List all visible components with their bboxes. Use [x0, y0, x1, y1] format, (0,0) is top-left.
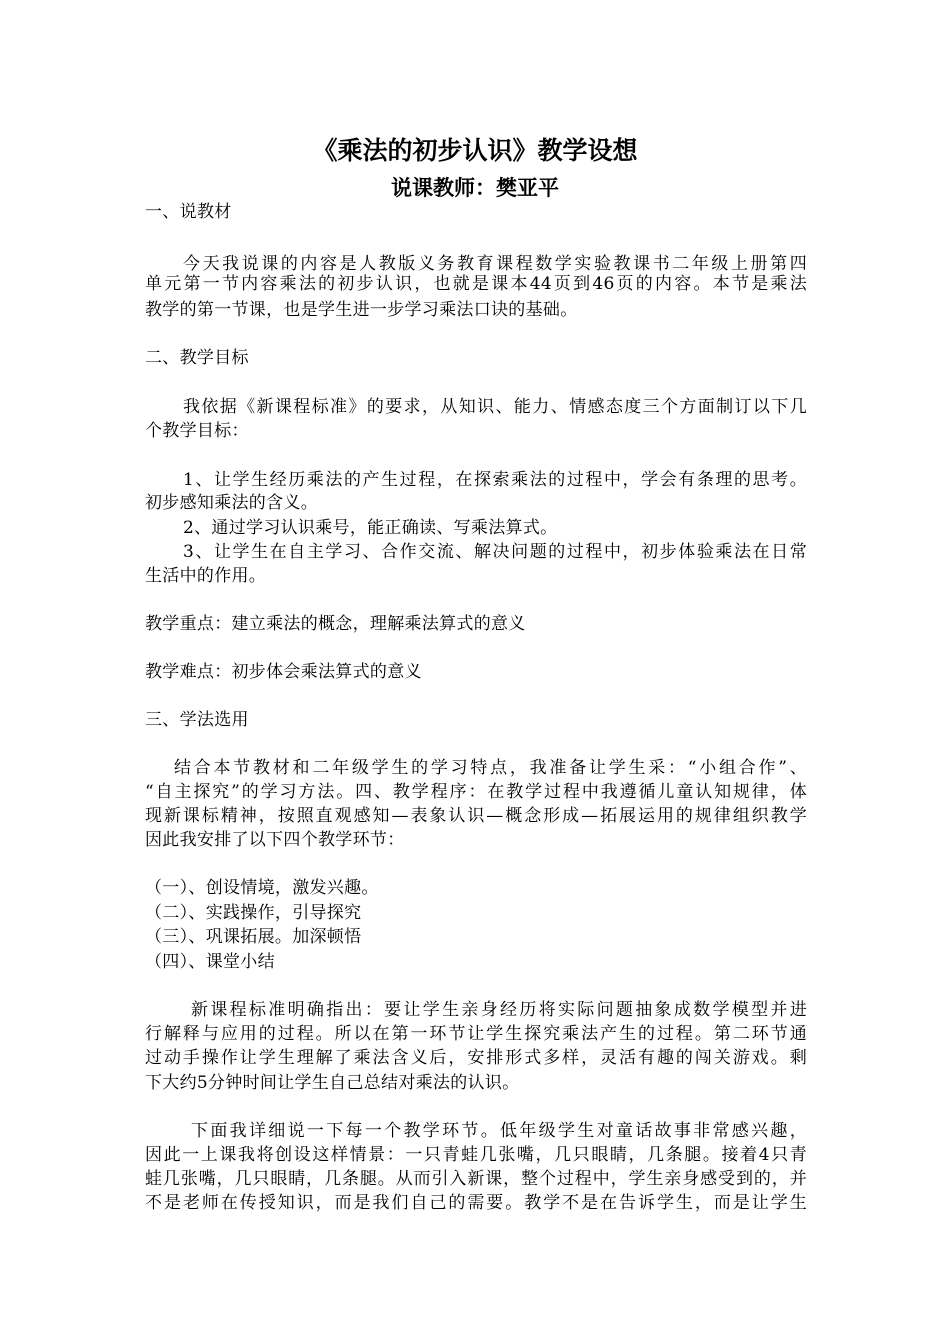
paragraph-line: 教学的第一节课，也是学生进一步学习乘法口诀的基础。	[145, 300, 578, 320]
paragraph-line: 因此一上课我将创设这样情景：一只青蛙几张嘴，几只眼睛，几条腿。接着4只青	[145, 1145, 807, 1165]
step-item: （四）、课堂小结	[145, 952, 275, 972]
goal-line: 3、让学生在自主学习、合作交流、解决问题的过程中，初步体验乘法在日常	[183, 542, 807, 562]
paragraph-line: 今天我说课的内容是人教版义务教育课程数学实验教课书二年级上册第四	[183, 254, 807, 274]
paragraph-line: 下面我详细说一下每一个教学环节。低年级学生对童话故事非常感兴趣，	[191, 1121, 807, 1141]
teacher-line: 说课教师：樊亚平	[391, 176, 559, 200]
goal-line: 2、通过学习认识乘号，能正确读、写乘法算式。	[183, 518, 558, 538]
paragraph-line: 过动手操作让学生理解了乘法含义后，安排形式多样，灵活有趣的闯关游戏。剩	[145, 1048, 807, 1068]
paragraph-line: 个教学目标：	[145, 421, 249, 441]
section-heading-textbook: 一、说教材	[145, 202, 232, 222]
paragraph-line: 下大约5分钟时间让学生自己总结对乘法的认识。	[145, 1073, 520, 1093]
document-title: 《乘法的初步认识》教学设想	[312, 136, 638, 165]
paragraph-line: 不是老师在传授知识，而是我们自己的需要。教学不是在告诉学生，而是让学生	[145, 1193, 807, 1213]
section-heading-learning-method: 三、学法选用	[145, 710, 249, 730]
paragraph-line: 蛙几张嘴，几只眼睛，几条腿。从而引入新课，整个过程中，学生亲身感受到的，并	[145, 1169, 807, 1189]
section-heading-goals: 二、教学目标	[145, 348, 249, 368]
step-item: （三）、巩课拓展。加深顿悟	[145, 927, 362, 947]
paragraph-line: 行解释与应用的过程。所以在第一环节让学生探究乘法产生的过程。第二环节通	[145, 1024, 807, 1044]
paragraph-line: 现新课标精神，按照直观感知—表象认识—概念形成—拓展运用的规律组织教学	[145, 806, 807, 826]
difficulty-point: 教学难点：初步体会乘法算式的意义	[145, 662, 422, 682]
paragraph-line: 我依据《新课程标准》的要求，从知识、能力、情感态度三个方面制订以下几	[183, 397, 807, 417]
goal-line: 生活中的作用。	[145, 566, 267, 586]
paragraph-line: 单元第一节内容乘法的初步认识，也就是课本44页到46页的内容。本节是乘法	[145, 274, 807, 294]
paragraph-line: 新课程标准明确指出：要让学生亲身经历将实际问题抽象成数学模型并进	[191, 1000, 807, 1020]
step-item: （二）、实践操作，引导探究	[145, 903, 362, 923]
key-point: 教学重点：建立乘法的概念，理解乘法算式的意义	[145, 614, 526, 634]
goal-line: 1、让学生经历乘法的产生过程，在探索乘法的过程中，学会有条理的思考。	[183, 470, 807, 490]
paragraph-line: 结合本节教材和二年级学生的学习特点，我准备让学生采：“小组合作”、	[174, 758, 807, 778]
step-item: （一）、创设情境，激发兴趣。	[145, 878, 379, 898]
paragraph-line: “自主探究”的学习方法。四、教学程序：在教学过程中我遵循儿童认知规律，体	[145, 782, 807, 802]
goal-line: 初步感知乘法的含义。	[145, 493, 318, 513]
paragraph-line: 因此我安排了以下四个教学环节：	[145, 830, 405, 850]
